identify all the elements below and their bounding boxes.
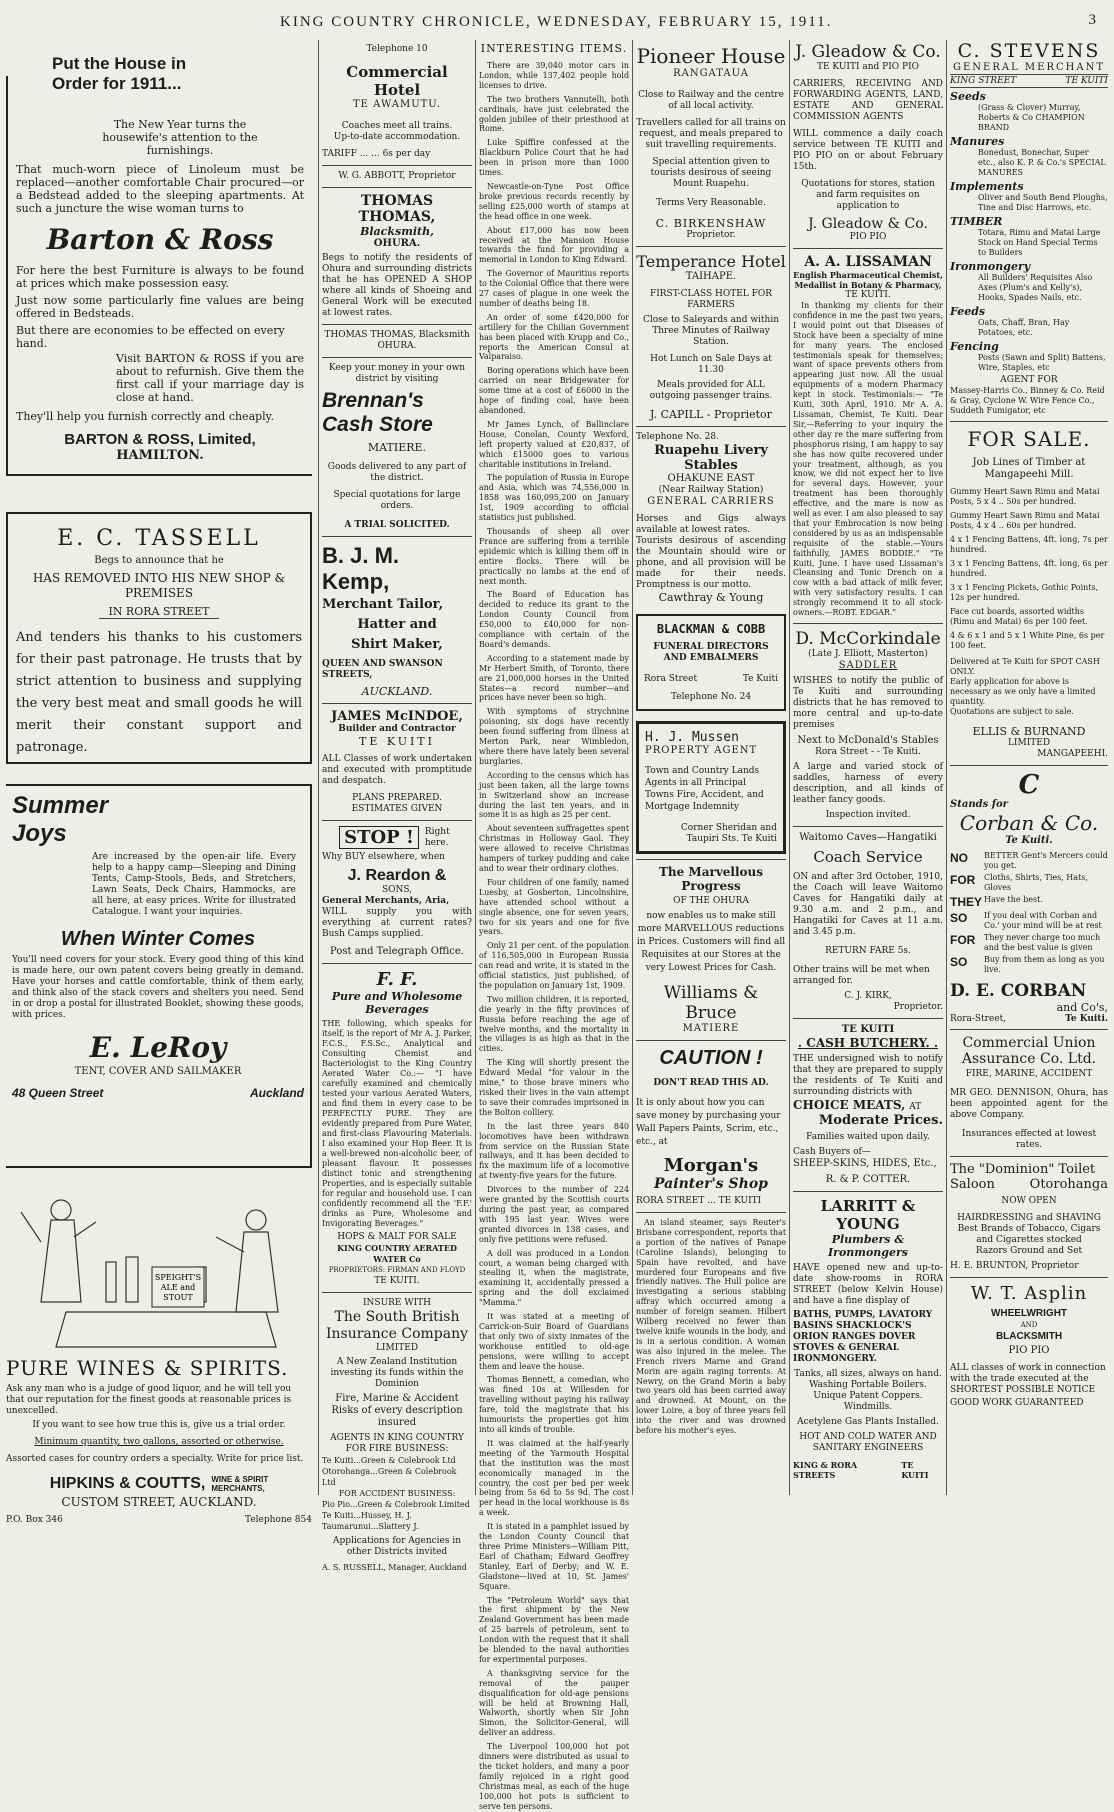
- acrostic-row: [950, 933, 1108, 953]
- ad-for-sale-timber: FOR SALE. Job Lines of Timber at Mangapeehi Mill. Gummy Heart Sawn Rimu and Matai Posts, 5 x 4 .. 50s per hundred. Gummy Heart Sawn Rimu and Matai Posts, 4 x 4 .. 60s per hundred. 4 x 1 Fencing Battens, 4ft. long, 7s per hundred. 3 x 1 Fencing Battens, 4ft. long, 6s per hundred. 3 x 1 Fencing Pickets, Gothic Points, 12s per hundred. Face cut boards, assorted widths (Rimu and Matai) 6s per 100 feet. 4 & 6 x 1 and 5 x 1 White Pine, 6s per 100 feet. Delivered at Te Kuiti for SPOT CASH ONLY. Early application for above is necessary as we only have a limited quantity. Quotations are subject to sale. ELLIS & BURNAND LIMITED MANGAPEEHI.: [950, 427, 1108, 759]
- goods-detail: (Grass & Clover) Murray, Roberts & Co CHAMPION BRAND: [978, 103, 1085, 132]
- column-5: [793, 40, 943, 1498]
- ad-leroy: Summer Joys Are increased by the open-air life. Every help to a happy camp—Sleeping and Dining Tents, Camp-Stools, Beds, and Stretchers, Lawn Seats, Deck Chairs, Hammocks, are all here, at easy prices. Write for illustrated Catalogue. I want your inquiries. When Winter Comes You'll need covers for your stock. Every good thing of this kind is made here, our own patent covers being greatly in demand. Have your horses and cattle comfortable, think of them early, and think also of the stack covers and shelters you need. Send in or drop a postal for illustrated Booklet, showing these goods, with prices. E. LeRoy TENT, COVER AND SAILMAKER 48 Queen Street Auckland: [6, 784, 312, 1168]
- ad-ruapehu-stables: Telephone No. 28. Ruapehu Livery Stables OHAKUNE EAST (Near Railway Station) GENERAL CARRIERS Horses and Gigs always available at lowest rates. Tourists desirous of ascending the Mountain should wire or phone, and all provision will be made for their needs. Promptness is our motto. Cawthray & Young: [636, 432, 786, 604]
- news-item: The Board of Education has decided to reduce its grant to the London County Council from £50,000 to £40,000 for non-compliance with certain of the Board's demands.: [479, 590, 629, 649]
- acrostic-text: Have the best.: [984, 895, 1043, 904]
- ad-barton-ross: Put the House in Order for 1911... The New Year turns the housewife's attention to the furnishings. That much-worn piece of Linoleum must be replaced—another comfortable Chair procured—or a Bedstead added to the sleeping apartments. At such a juncture the wise woman turns to Barton & Ross For here the best Furniture is always to be found at prices which make possession easy. Just now some particularly fine values are being offered in Bedsteads. But there are economies to be effected on every hand. Visit BARTON & ROSS if you are about to refurnish. Give them the first call if your marriage day is close at hand. They'll help you furnish correctly and cheaply. BARTON & ROSS, Limited, HAMILTON.: [6, 76, 312, 476]
- news-item: The "Petroleum World" says that the first shipment by the New Zealand Government has been made of 25 barrels of petroleum, sent to London with the request that it shall be blended to the naval authorities for experimental purposes.: [479, 1595, 629, 1664]
- acrostic-row: [950, 895, 1108, 909]
- timber-item: Gummy Heart Sawn Rimu and Matai Posts, 4 x 4 .. 60s per hundred.: [950, 511, 1100, 530]
- goods-detail: Oats, Chaff, Bran, Hay Potatoes, etc.: [978, 318, 1070, 337]
- goods-heading: Feeds: [950, 305, 986, 318]
- timber-item: Gummy Heart Sawn Rimu and Matai Posts, 5 x 4 .. 50s per hundred.: [950, 487, 1100, 506]
- acrostic-key: FOR: [950, 873, 976, 887]
- news-item: About seventeen suffragettes spent Christmas in Holloway Gaol. They were allowed to receive Christmas hampers of turkey pudding and cake and to wear their ordinary clothes.: [479, 824, 629, 873]
- brand-barton-ross: Barton & Ross: [46, 223, 274, 256]
- goods-detail: All Builders' Requisites Also Axes (Plum's and Kelly's), Hooks, Spades Nails, etc.: [978, 273, 1093, 302]
- ad-waitomo-coach: Waitomo Caves—Hangatiki Coach Service ON and after 3rd October, 1910, the Coach will leave Waitomo Caves for Hangatiki daily at 9.30 a.m. and 2 p.m., and Hangatiki for Caves at 11 a.m. and 3.45 p.m. RETURN FARE 5s. Other trains will be met when arranged for. C. J. KIRK, Proprietor.: [793, 832, 943, 1012]
- acrostic-key: FOR: [950, 933, 976, 947]
- goods-detail: Bonedust, Bonechar, Super etc., also K. P. & Co.'s SPECIAL MANURES: [978, 148, 1106, 177]
- goods-heading: Ironmongery: [950, 260, 1031, 273]
- ad-mcindoe: JAMES McINDOE, Builder and Contractor TE KUITI ALL Classes of work undertaken and executed with promptitude and despatch. PLANS PREPARED. ESTIMATES GIVEN: [322, 709, 472, 814]
- acrostic-row: [950, 873, 1108, 893]
- goods-heading: Manures: [950, 135, 1005, 148]
- goods-item: [950, 135, 1108, 178]
- ad-ff-beverages: F. F. Pure and Wholesome Beverages THE following, which speaks for itself, is the report of Mr A. J. Parker, F.C.S., F.S.Sc., Analytical and Consulting Chemist and Bacteriologist to the King Country Aerated Water Co.:— "I have carefully examined and chemically tested your various Aerated Waters, and find them in every case to be PERFECTLY PURE. They are evidently prepared from Pure Water, and first-class Flavouring Materials. I also examined your Hop Beer. It is a well-brewed non-alcoholic beer, of pleasant flavour. It possesses distinct tonic and strengthening Properties, and is especially suitable for regular and household use. I can confidently recommend all the 'F.F.' drinks as Pure, Wholesome and Invigorating Beverages." HOPS & MALT FOR SALE KING COUNTRY AERATED WATER Co PROPRIETORS: FIRMAN AND FLOYD TE KUITI.: [322, 969, 472, 1286]
- ad-corban: C Stands for Corban & Co. Te Kuiti. NO BETTER Gent's Mercers could you get. FOR Cloths, Shirts, Ties, Hats, Gloves THEY Have the best. SO If you deal with Corban and Co.' your mind will be at rest FOR They never charge too much and the best value is given SO Buy from them as long as you live. D. E. CORBAN and Co's, Rora-Street, Te Kuiti.: [950, 770, 1108, 1024]
- ad-larritt-young: LARRITT & YOUNG Plumbers & Ironmongers HAVE opened new and up-to-date show-rooms in RORA STREET (below Kelvin House) and have a fine display of BATHS, PUMPS, LAVATORY BASINS SHACKLOCK'S ORION RANGES DOVER STOVES & GENERAL IRONMONGERY. Tanks, all sizes, always on hand. Washing Portable Boilers. Unique Patent Coppers. Windmills. Acetylene Gas Plants Installed. HOT AND COLD WATER AND SANITARY ENGINEERS KING & RORA STREETS TE KUITI: [793, 1197, 943, 1480]
- goods-heading: Fencing: [950, 340, 999, 353]
- news-item: It was stated at a meeting of Carrick-on-Suir Board of Guardians that only two of sixty inmates of the workhouse entitled to old-age pensions, were willing to accept them and leave the house.: [479, 1312, 629, 1371]
- goods-item: [950, 90, 1108, 133]
- acrostic-text: BETTER Gent's Mercers could you get.: [984, 851, 1108, 870]
- ad-c-stevens: C. STEVENS GENERAL MERCHANT KING STREET TE KUITI Seeds (Grass & Clover) Murray, Roberts & Co CHAMPION BRAND Manures Bonedust, Bonechar, Super etc., also K. P. & Co.'s SPECIAL MANURES Implements Oliver and South Bend Ploughs, Tine and Disc Harrows, etc. TIMBER Totara, Rimu and Matai Large Stock on Hand Special Terms to Builders Ironmongery All Builders' Requisites Also Axes (Plum's and Kelly's), Hooks, Spades Nails, etc. Feeds Oats, Chaff, Bran, Hay Potatoes, etc. Fencing Posts (Sawn and Split) Battens, Wire, Staples, etc AGENT FOR Massey-Harris Co., Binney & Co. Reid & Gray, Cyclone W. Wire Fence Co., Suddeth Fumigator, etc: [950, 40, 1108, 415]
- news-item: About £17,000 has now been received at the Mansion House towards the fund for providing a memorial in London to King Edward.: [479, 225, 629, 265]
- masthead: [0, 0, 1114, 40]
- news-item: Four children of one family, named Luesby, at Gosberton, Lincolnshire, have attended school without a single absence, one for seven years, two for six years and one for five years.: [479, 877, 629, 937]
- news-item: According to the census which has just been taken, all the large towns in Switzerland show an increase during the last ten years, and in some it is as high as 25 per cent.: [479, 770, 629, 820]
- goods-item: [950, 215, 1108, 258]
- news-item: The two brothers Vannutelli, both cardinals, have just celebrated the golden jubilee of their priesthood at Rome.: [479, 94, 629, 134]
- svg-text:ALE and: ALE and: [160, 1283, 196, 1292]
- timber-item: 3 x 1 Fencing Pickets, Gothic Points, 12s per hundred.: [950, 583, 1099, 602]
- acrostic-row: [950, 851, 1108, 871]
- news-item: In the last three years 840 locomotives have been withdrawn from service on the Russian State railways, and it has been decided to fix the maximum life of a locomotive at twenty-five years for the future.: [479, 1121, 629, 1181]
- timber-item: Face cut boards, assorted widths (Rimu and Matai) 6s per 100 feet.: [950, 607, 1088, 626]
- ad-asplin: W. T. Asplin WHEELWRIGHT AND BLACKSMITH PIO PIO ALL classes of work in connection with the trade executed at the SHORTEST POSSIBLE NOTICE GOOD WORK GUARANTEED: [950, 1283, 1106, 1408]
- news-item: Thousands of sheep all over France are suffering from a terrible epidemic which is killing them off in entire flocks. There will be practically no lambs at the end of next month.: [479, 526, 629, 586]
- news-item: An order of some £420,000 for artillery for the Chilian Government has been placed with Krupp and Co., reports the American Consul at Valparaiso.: [479, 312, 629, 362]
- news-item: The King will shortly present the Edward Medal "for valour in the mine," to those brave miners who risked their lives in the vain attempt to save their comrades imprisoned in the Bolton colliery.: [479, 1058, 629, 1117]
- news-item: It was claimed at the half-yearly meeting of the Yarmouth Hospital that the institution was the most economically managed in the country, the cost per bed per week being from 5s 6d to 5s 9d. The cost per head in the local workhouse is 8s a week.: [479, 1438, 629, 1518]
- stevens-goods-list: [950, 90, 1108, 373]
- ad-kemp: B. J. M. Kemp, Merchant Tailor, Hatter and Shirt Maker, QUEEN AND SWANSON STREETS, AUCKLAND.: [322, 543, 444, 698]
- svg-text:SPEIGHT'S: SPEIGHT'S: [154, 1273, 202, 1282]
- ad-commercial-union: Commercial Union Assurance Co. Ltd. FIRE, MARINE, ACCIDENT MR GEO. DENNISON, Ohura, has been appointed agent for the above Company. Insurances effected at lowest rates.: [950, 1035, 1108, 1150]
- acrostic-text: If you deal with Corban and Co.' your mind will be at rest: [984, 911, 1102, 930]
- ad-gleadow: J. Gleadow & Co. TE KUITI and PIO PIO CARRIERS, RECEIVING AND FORWARDING AGENTS, LAND, ESTATE AND GENERAL COMMISSION AGENTS WILL commence a daily coach service between TE KUITI and PIO PIO on or about February 15th. Quotations for stores, station and farm requisites on application to J. Gleadow & Co. PIO PIO: [793, 42, 943, 242]
- ad-lissaman: A. A. LISSAMAN English Pharmaceutical Chemist, Medallist in Botany & Pharmacy, TE KUITI. In thanking my clients for their confidence in me the past two years, I would point out that Diseases of Stock have been a specialty of mine for many years. The enclosed testimonials speak for themselves; want of space prevents others from appearing just now. All the usual equipments of a modern Pharmacy kept in stock. Testimonials:— "Te Kuiti, 30th April, 1910. Mr A. A. Lissaman, Chemist, Te Kuiti. Dear Sir,—Referring to your inquiry the other day re the mare suffering from phosphorus rising, I am happy to say she has now quite recovered under your treatment, although, as you know, we did not expect her to live for several days. However, your treatment has been thoroughly effective, and the mare is now as well as ever. I am also pleased to say that your Embrocation is now being considered by us as an indispensable requisite of the stable.—Yours faithfully, JAMES BODDIE." "Te Kuiti, June. I have used Lissaman's Cleansing and Tonic Drench on a cow with a bad attack of milk fever, with very satisfactory results. I can strongly recommend it to all stock-owners.—ROBT. EDGAR.": [793, 254, 943, 618]
- ad-brennans: Keep your money in your own district by visiting Brennan's Cash Store MATIERE. Goods delivered to any part of the district. Special quotations for large orders. A TRIAL SOLICITED.: [322, 363, 467, 530]
- goods-heading: Implements: [950, 180, 1024, 193]
- ad-tassell: E. C. TASSELL Begs to announce that he HAS REMOVED INTO HIS NEW SHOP & PREMISES IN RORA STREET And tenders his thanks to his customers for their past patronage. He trusts that by strict attention to business and supplying the very best meat and small goods he will merit their constant support and patronage.: [6, 512, 312, 764]
- news-item: There are 39,040 motor cars in London, while 137,402 people hold licenses to drive.: [479, 61, 629, 90]
- ad-mussen: H. J. Mussen PROPERTY AGENT Town and Country Lands Agents in all Principal Towns Fire, Accident, and Mortgage Indemnity Corner Sheridan and Taupiri Sts. Te Kuiti: [636, 721, 786, 854]
- acrostic-text: Cloths, Shirts, Ties, Hats, Gloves: [984, 873, 1088, 892]
- acrostic-key: NO: [950, 851, 968, 865]
- ad-commercial-hotel: Telephone 10 Commercial Hotel TE AWAMUTU. Coaches meet all trains. Up-to-date accommodation. TARIFF ... ... 6s per day W. G. ABBOTT, Proprietor: [322, 40, 472, 182]
- acrostic-key: THEY: [950, 895, 983, 909]
- ad-reardon: STOP ! Right here. Why BUY elsewhere, when J. Reardon & SONS, General Merchants, Aria, WILL supply you with everything at current rates? Bush Camps supplied. Post and Telegraph Office.: [322, 826, 472, 957]
- column-4: [636, 40, 786, 1498]
- timber-item: 3 x 1 Fencing Battens, 4ft. long, 6s per hundred.: [950, 559, 1108, 578]
- news-item: Mr James Lynch, of Ballinclare House, Conolan, County Wexford, left property valued at £20,837, of which £15000 goes to various charitable institutions in Ireland.: [479, 419, 629, 469]
- news-item: The Liverpool 100,000 hot pot dinners were distributed as usual to the ticket holders, and many a poor family rejoiced in a right good Christmas meal, as each of the huge 100,000 hot pots is sufficient to serve ten persons.: [479, 1742, 629, 1811]
- acrostic-row: [950, 955, 1108, 975]
- acrostic-text: They never charge too much and the best value is given: [984, 933, 1101, 952]
- news-item: Divorces to the number of 224 were granted by the Scottish courts during the past year, as compared with 195 last year. Wives were granted divorces in 138 cases, and only five petitions were refused.: [479, 1185, 629, 1244]
- ad-pioneer-house: Pioneer House RANGATAUA Close to Railway and the centre of all local activity. Travellers called for all trains on request, and meals prepared to suit travelling requirements. Special attention given to tourists desirous of seeing Mount Ruapehu. Terms Very Reasonable. C. BIRKENSHAW Proprietor.: [636, 44, 786, 240]
- goods-detail: Oliver and South Bend Ploughs, Tine and Disc Harrows, etc.: [978, 193, 1108, 212]
- news-item: With symptoms of strychnine poisoning, six dogs have recently been found suffering from illness at Merton Park, near Wimbledon, where there have lately been several burglaries.: [479, 707, 629, 766]
- news-item: A thanksgiving service for the removal of the pauper disqualification for old-age pensions will be held at Browning Hall, Walworth, shortly when Sir John Simon, the Solicitor-General, will deliver an address.: [479, 1668, 629, 1738]
- ad-mccorkindale: D. McCorkindale (Late J. Elliott, Masterton) SADDLER WISHES to notify the public of Te Kuiti and surrounding districts that he has removed to more central and up-to-date premises Next to McDonald's Stables Rora Street - - Te Kuiti. A large and varied stock of saddles, harness of every description, and all kinds of leather fancy goods. Inspection invited.: [793, 629, 943, 820]
- column-2: [322, 40, 472, 1572]
- men-toasting-illustration: [6, 1182, 306, 1352]
- ad-dominion-saloon: The "Dominion" Toilet Saloon Otorohanga NOW OPEN HAIRDRESSING and SHAVING Best Brands of Tobacco, Cigars and Cigarettes stocked Razors Ground and Set H. E. BRUNTON, Proprietor: [950, 1162, 1108, 1271]
- section-title: INTERESTING ITEMS.: [480, 42, 628, 55]
- news-item: It is stated in a pamphlet issued by the London County Council that three Prime Ministers—William Pitt, Earl of Chatham; Edward Geoffrey Stanley, Earl of Derby; and W. E. Gladstone—lived at 10, St. James' Square.: [479, 1522, 629, 1591]
- news-item: The population of Russia in Europe and Asia, which was 74,556,000 in 1858 was 160,095,200 on January 1st, 1909 according to official statistics just published.: [479, 473, 629, 523]
- ad-blackman-cobb: BLACKMAN & COBB FUNERAL DIRECTORS AND EMBALMERS Rora Street Te Kuiti Telephone No. 24: [636, 614, 786, 711]
- news-item: Thomas Bennett, a comedian, who was fined 10s at Willesden for travelling without paying his railway fare, told the magistrate that his humourists the properties got him into all kinds of trouble.: [479, 1375, 629, 1434]
- news-item: Luke Spiffire confessed at the Blackburn Police Court that he had been in prison more than 1000 times.: [479, 138, 629, 178]
- goods-detail: Totara, Rimu and Matai Large Stock on Hand Special Terms to Builders: [978, 228, 1101, 257]
- goods-item: [950, 305, 1108, 338]
- goods-heading: TIMBER: [950, 215, 1003, 228]
- column-1: [6, 40, 312, 1525]
- news-item: Boring operations which have been carried on near Bridgewater for some time at a cost of £6000 in the hope of finding coal, have been abandoned.: [479, 366, 629, 415]
- corban-acrostic: [950, 851, 1108, 975]
- ad-cash-butchery: TE KUITI . CASH BUTCHERY. . THE undersigned wish to notify that they are prepared to supply the residents of Te Kuiti and surrounding districts with CHOICE MEATS, AT Moderate Prices. Families waited upon daily. Cash Buyers of— SHEEP-SKINS, HIDES, Etc., R. & P. COTTER.: [793, 1024, 943, 1185]
- ad-morgans: CAUTION ! DON'T READ THIS AD. It is only about how you can save money by purchasing your Wall Papers Paints, Scrim, etc., etc., at Morgan's Painter's Shop RORA STREET ... TE KUITI: [636, 1047, 781, 1206]
- timber-price-list: [950, 487, 1108, 651]
- news-item: Newcastle-on-Tyne Post Office broke previous records recently by selling £25,000 worth of stamps at the head office in one week.: [479, 181, 629, 221]
- column-3-interesting-items: [479, 40, 629, 1811]
- goods-detail: Posts (Sawn and Split) Battens, Wire, Staples, etc: [978, 353, 1106, 372]
- news-item: Two million children, it is reported, die yearly in the fifty provinces of Russia before reaching the age of twelve months, and the mortality in the villages is as high as that in the cities.: [479, 994, 629, 1054]
- acrostic-key: SO: [950, 911, 968, 925]
- news-item: The Governor of Mauritius reports to the Colonial Office that there were 27 cases of plague in one week the number of deaths being 18.: [479, 269, 629, 308]
- ad-temperance-hotel: Temperance Hotel TAIHAPE. FIRST-CLASS HOTEL FOR FARMERS Close to Saleyards and within Three Minutes of Railway Station. Hot Lunch on Sale Days at 11.30 Meals provided for ALL outgoing passenger trains. J. CAPILL - Proprietor: [636, 252, 786, 421]
- goods-item: [950, 180, 1108, 213]
- goods-item: [950, 340, 1108, 373]
- news-items: [479, 61, 629, 1812]
- timber-item: 4 x 1 Fencing Battens, 4ft. long, 7s per hundred.: [950, 535, 1108, 554]
- ad-williams-bruce: The Marvellous Progress OF THE OHURA now enables us to make still more MARVELLOUS reductions in Prices. Customers will find all Requisites at our Stores at the very Lowest Prices for Cash. Williams & Bruce MATIERE: [636, 865, 786, 1034]
- column-6: [950, 40, 1108, 1498]
- timber-item: 4 & 6 x 1 and 5 x 1 White Pine, 6s per 100 feet.: [950, 631, 1105, 650]
- ad-hipkins-coutts: SPEIGHT'S ALE and STOUT PURE WINES & SPIRITS. Ask any man who is a judge of good liquor, and he will tell you that our reputation for the finest goods at reasonable prices is unexcelled. If you want to see how true this is, give us a trial order. Minimum quantity, two gallons, assorted or otherwise. Assorted cases for country orders a specialty. Write for price list. HIPKINS & COUTTS, WINE & SPIRIT MERCHANTS, CUSTOM STREET, AUCKLAND. P.O. Box 346 Telephone 854: [6, 1182, 312, 1525]
- news-item: According to a statement made by Mr Herbert Smith, of Toronto, there are 21,000,000 horses in the United States—a record number—and prices have never been so high.: [479, 653, 629, 703]
- news-item: Only 21 per cent. of the population of 116,505,000 in European Russia can read and write, it is stated in the official statistics, just published, of the population on January 1st, 1909.: [479, 941, 629, 990]
- goods-item: [950, 260, 1108, 303]
- goods-heading: Seeds: [950, 90, 986, 103]
- newspaper-title: KING COUNTRY CHRONICLE, WEDNESDAY, FEBRUARY 15, 1911.: [280, 14, 833, 30]
- svg-text:STOUT: STOUT: [163, 1293, 193, 1302]
- ad-thomas-thomas: THOMAS THOMAS, Blacksmith, OHURA. Begs to notify the residents of Ohura and surrounding districts that he has OPENED A SHOP where all kinds of Shoeing and General Work will be executed at lowest rates. THOMAS THOMAS, Blacksmith OHURA.: [322, 193, 472, 351]
- news-item: A doll was produced in a London court, a woman being charged with stealing it, when the magistrate, examining it, accidentally pressed a spring and the doll exclaimed "Mamma.": [479, 1248, 629, 1308]
- acrostic-row: [950, 911, 1108, 931]
- ad-south-british: INSURE WITH The South British Insurance Company LIMITED A New Zealand Institution investing its funds within the Dominion Fire, Marine & Accident Risks of every description insured AGENTS IN KING COUNTRY FOR FIRE BUSINESS: Te Kuiti...Green & Colebrook Ltd Otorohanga...Green & Colebrook Ltd FOR ACCIDENT BUSINESS: Pio Pio...Green & Colebrook Limited Te Kuiti...Hussey, H. J. Taumarunui...Slattery J. Applications for Agencies in other Districts invited A. S. RUSSELL, Manager, Auckland: [322, 1298, 470, 1572]
- acrostic-text: Buy from them as long as you live.: [984, 955, 1105, 974]
- acrostic-key: SO: [950, 955, 968, 969]
- news-item: An island steamer, says Reuter's Brisbane correspondent, reports that a portion of the natives of Panape (Caroline Islands), belonging to Spain have revolted, and have murdered four Europeans and five friendly natives. The Hull police are investigating a serious stabbing affray which occurred among a number of foreign seamen. Hilbert Wilberg received no fewer than twelve knife wounds in the body, and is in a serious condition. A woman was also injured in the melee. The French rivers Marne and Grand Morin are again raging torrents. At Newry, on the Grand Morin a baby two years old has been carried away and drowned. At Mount, on the lower Loire, a boy of three years fell into the river and was drowned before his mother's eyes.: [636, 1218, 786, 1436]
- page-number: 3: [1088, 12, 1096, 28]
